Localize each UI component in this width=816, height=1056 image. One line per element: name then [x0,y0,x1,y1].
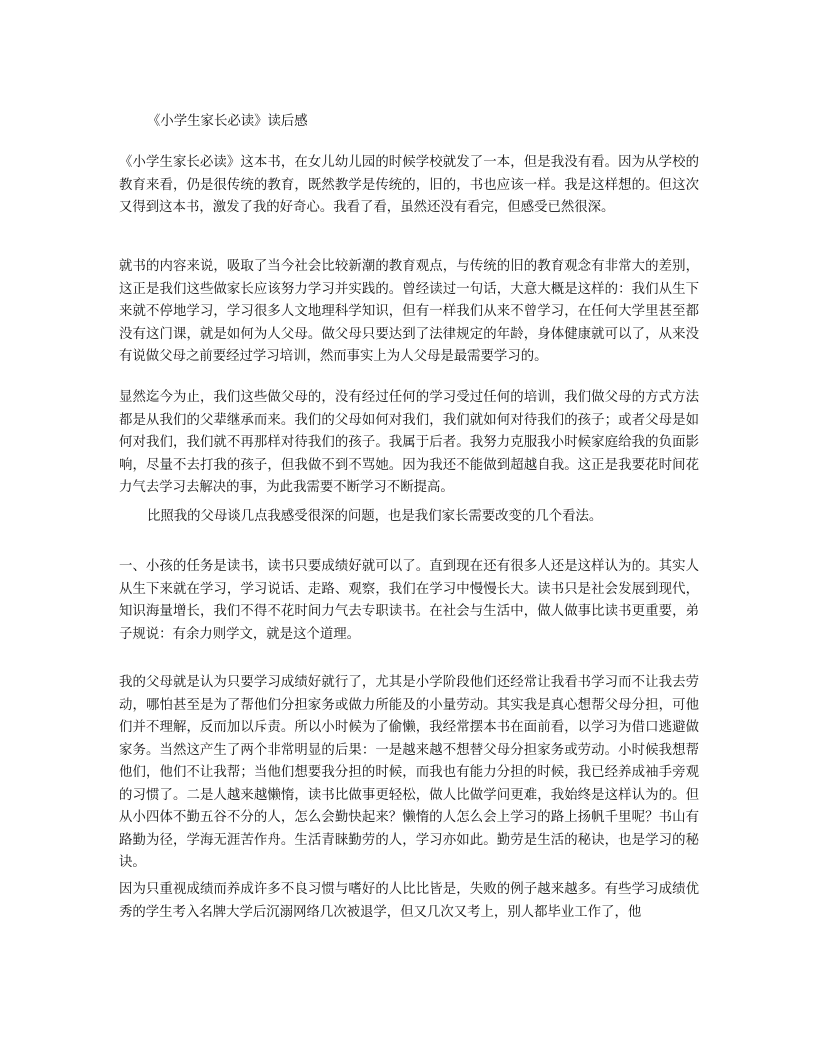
paragraph-parents-methods: 显然迄今为止，我们这些做父母的，没有经过任何的学习受过任何的培训，我们做父母的方式方法都是从我们的父辈继承而来。我们的父母如何对我们，我们就如何对待我们的孩子；或者父母是如何对我们，我们就不再那样对待我们的孩子。我属于后者。我努力克服我小时候家庭给我的负面影响，尽量不去打我的孩子，但我做不到不骂她。因为我还不能做到超越自我。这正是我要花时间花力气去学习去解决的事，为此我需要不断学习不断提高。 [119,390,699,495]
paragraph-intro: 《小学生家长必读》这本书，在女儿幼儿园的时候学校就发了一本，但是我没有看。因为从学校的教育来看，仍是很传统的教育，既然教学是传统的，旧的，书也应该一样。我是这样想的。但这次又得到这本书，激发了我的好奇心。我看了看，虽然还没有看完，但感受已然很深。 [119,155,699,215]
paragraph-my-parents: 我的父母就是认为只要学习成绩好就行了，尤其是小学阶段他们还经常让我看书学习而不让我去劳动，哪怕甚至是为了帮他们分担家务或做力所能及的小量劳动。其实我是真心想帮父母分担，可他们并不理解，反而加以斥责。所以小时候为了偷懒，我经常摆本书在面前看，以学习为借口逃避做家务。当然这产生了两个非常明显的后果：一是越来越不想替父母分担家务或劳动。小时候我想帮他们，他们不让我帮；当他们想要我分担的时候，而我也有能力分担的时候，我已经养成袖手旁观的习惯了。二是人越来越懒惰，读书比做事更轻松，做人比做学问更难，我始终是这样认为的。但从小四体不勤五谷不分的人，怎么会勤快起来？懒惰的人怎么会上学习的路上扬帆千里呢？书山有路勤为径，学海无涯苦作舟。生活青睐勤劳的人，学习亦如此。勤劳是生活的秘诀，也是学习的秘诀。 [119,675,699,870]
paragraph-point-one: 一、小孩的任务是读书，读书只要成绩好就可以了。直到现在还有很多人还是这样认为的。其实人从生下来就在学习，学习说话、走路、观察，我们在学习中慢慢长大。读书只是社会发展到现代，知识海量增长，我们不得不花时间力气去专职读书。在社会与生活中，做人做事比读书更重要，弟子规说：有余力则学文，就是这个道理。 [119,559,699,642]
paragraph-book-content: 就书的内容来说，吸取了当今社会比较新潮的教育观点，与传统的旧的教育观念有非常大的差别，这正是我们这些做家长应该努力学习并实践的。曾经读过一句话，大意大概是这样的：我们从生下来就不停地学习，学习很多人文地理科学知识，但有一样我们从来不曾学习，在任何大学里甚至都没有这门课，就是如何为人父母。做父母只要达到了法律规定的年龄，身体健康就可以了，从来没有说做父母之前要经过学习培训，然而事实上为人父母是最需要学习的。 [119,259,699,364]
document-title: 《小学生家长必读》读后感 [147,114,308,129]
paragraph-compare-parents: 比照我的父母谈几点我感受很深的问题，也是我们家长需要改变的几个看法。 [147,509,603,524]
paragraph-bad-habits: 因为只重视成绩而养成许多不良习惯与嗜好的人比比皆是，失败的例子越来越多。有些学习成绩优秀的学生考入名牌大学后沉溺网络几次被退学，但又几次又考上，别人都毕业工作了，他 [119,882,699,920]
